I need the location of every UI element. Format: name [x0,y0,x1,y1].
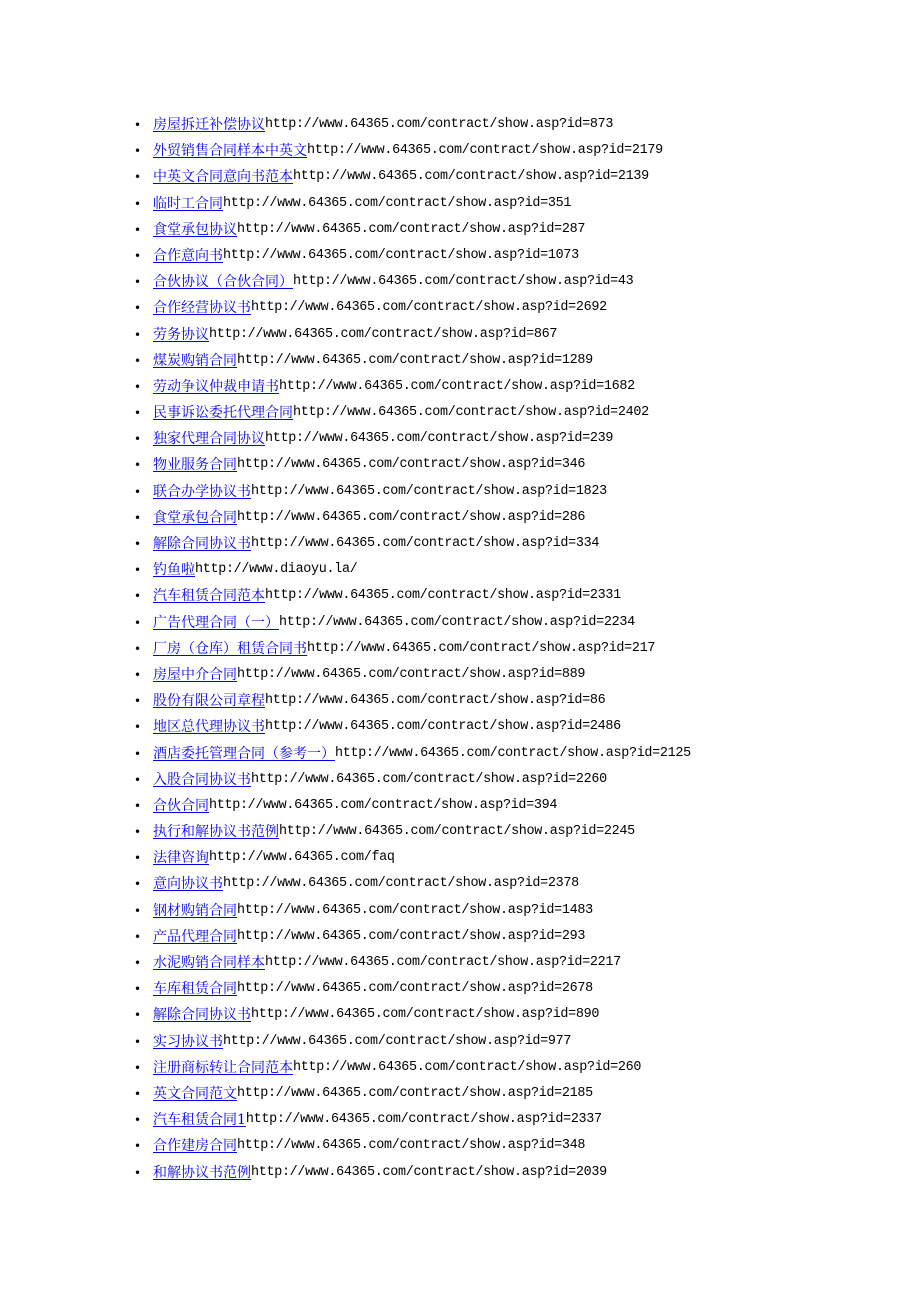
contract-url-text: http://www.64365.com/contract/show.asp?id=43 [293,274,634,290]
contract-url-text: http://www.64365.com/contract/show.asp?id=348 [237,1138,586,1154]
contract-title-link[interactable]: 汽车租赁合同范本 [153,588,265,605]
contract-url-text: http://www.64365.com/contract/show.asp?id=873 [265,117,614,132]
contract-title-link[interactable]: 合作意向书 [153,247,223,264]
bullet-icon: • [134,1060,142,1075]
list-item [134,793,894,819]
list-item [134,583,894,609]
contract-url-text: http://www.64365.com/contract/show.asp?id=86 [265,693,606,709]
bullet-icon: • [134,615,142,630]
contract-url-text: http://www.64365.com/contract/show.asp?id=260 [293,1059,642,1075]
contract-title-link[interactable]: 食堂承包合同 [153,509,237,526]
contract-url-text: http://www.64365.com/contract/show.asp?id=867 [209,326,558,342]
list-item [134,164,894,190]
list-item [134,322,894,348]
contract-url-text: http://www.64365.com/contract/show.asp?id=239 [265,431,614,447]
contract-title-link[interactable]: 煤炭购销合同 [153,352,237,369]
contract-url-text: http://www.64365.com/contract/show.asp?id=2245 [279,824,635,840]
list-item [134,767,894,793]
bullet-icon: • [134,929,142,944]
bullet-icon: • [134,903,142,918]
contract-url-text: http://www.64365.com/contract/show.asp?id=1073 [223,247,579,263]
list-item [134,243,894,269]
contract-title-link[interactable]: 物业服务合同 [153,457,237,474]
contract-url-text: http://www.64365.com/contract/show.asp?id=293 [237,928,586,944]
contract-title-link[interactable]: 民事诉讼委托代理合同 [153,405,293,422]
list-item [134,819,894,845]
list-item [134,191,894,217]
contract-url-text: http://www.64365.com/contract/show.asp?id=889 [237,666,586,682]
list-item [134,688,894,714]
bullet-icon: • [134,327,142,342]
contract-title-link[interactable]: 合作建房合同 [153,1138,237,1155]
contract-url-text: http://www.64365.com/contract/show.asp?id=2692 [251,300,607,316]
contract-url-text: http://www.64365.com/contract/show.asp?id=1682 [279,378,635,394]
contract-title-link[interactable]: 劳动争议仲裁申请书 [153,378,279,395]
list-item [134,845,894,871]
bullet-icon: • [134,196,142,211]
contract-url-text: http://www.64365.com/contract/show.asp?id=2185 [237,1085,593,1101]
contract-title-link[interactable]: 和解协议书范例 [153,1164,251,1181]
contract-url-text: http://www.64365.com/faq [209,850,395,866]
contract-title-link[interactable]: 房屋拆迁补偿协议 [153,117,265,133]
bullet-icon: • [134,484,142,499]
bullet-icon: • [134,432,142,447]
bullet-icon: • [134,1008,142,1023]
list-item [134,1029,894,1055]
list-item [134,714,894,740]
contract-url-text: http://www.64365.com/contract/show.asp?id=334 [251,536,600,551]
contract-title-link[interactable]: 厂房（仓库）租赁合同书 [153,640,307,657]
bullet-icon: • [134,877,142,892]
list-item [134,1081,894,1107]
bullet-icon: • [134,982,142,997]
list-item [134,217,894,243]
contract-title-link[interactable]: 解除合同协议书 [153,536,251,552]
list-item [134,295,894,321]
contract-title-link[interactable]: 独家代理合同协议 [153,431,265,448]
bullet-icon: • [134,1165,142,1180]
list-item [134,348,894,374]
contract-title-link[interactable]: 车库租赁合同 [153,981,237,998]
bullet-icon: • [134,720,142,735]
contract-title-link[interactable]: 解除合同协议书 [153,1007,251,1024]
bullet-icon: • [134,1034,142,1049]
contract-title-link[interactable]: 股份有限公司章程 [153,693,265,710]
contract-title-link[interactable]: 合伙协议（合伙合同） [153,274,293,291]
contract-title-link[interactable]: 合伙合同 [153,797,209,814]
contract-title-link[interactable]: 意向协议书 [153,876,223,893]
list-item [134,662,894,688]
list-item [134,1107,894,1133]
contract-url-text: http://www.64365.com/contract/show.asp?id=1289 [237,352,593,368]
contract-title-link[interactable]: 广告代理合同（一） [153,614,279,631]
bullet-icon: • [134,275,142,290]
contract-url-text: http://www.64365.com/contract/show.asp?id=2402 [293,405,649,421]
bullet-icon: • [134,825,142,840]
contract-url-text: http://www.64365.com/contract/show.asp?id=217 [307,640,656,656]
bullet-icon: • [134,458,142,473]
contract-title-link[interactable]: 钓鱼啦 [153,562,195,579]
bullet-icon: • [134,379,142,394]
bullet-icon: • [134,563,142,578]
list-item [134,374,894,400]
bullet-icon: • [134,694,142,709]
contract-url-text: http://www.64365.com/contract/show.asp?id=1823 [251,483,607,499]
contract-link-list [134,112,894,1186]
list-item [134,452,894,478]
list-item [134,505,894,531]
contract-title-link[interactable]: 汽车租赁合同1 [153,1112,246,1129]
list-item [134,898,894,924]
bullet-icon: • [134,406,142,421]
list-item [134,112,894,138]
list-item [134,426,894,452]
contract-title-link[interactable]: 实习协议书 [153,1033,223,1050]
bullet-icon: • [134,956,142,970]
list-item [134,950,894,976]
contract-title-link[interactable]: 联合办学协议书 [153,483,251,500]
contract-title-link[interactable]: 钢材购销合同 [153,902,237,919]
contract-title-link[interactable]: 中英文合同意向书范本 [153,169,293,186]
bullet-icon: • [134,798,142,813]
contract-url-text: http://www.64365.com/contract/show.asp?id=2331 [265,588,621,604]
contract-url-text: http://www.64365.com/contract/show.asp?id=2378 [223,876,579,892]
contract-title-link[interactable]: 食堂承包协议 [153,221,237,238]
contract-url-text: http://www.64365.com/contract/show.asp?id=2486 [265,719,621,735]
bullet-icon: • [134,170,142,185]
list-item [134,636,894,662]
contract-url-text: http://www.64365.com/contract/show.asp?id=346 [237,457,586,473]
contract-url-text: http://www.64365.com/contract/show.asp?id=2234 [279,614,635,630]
list-item [134,269,894,295]
bullet-icon: • [134,1086,142,1101]
bullet-icon: • [134,1139,142,1154]
contract-url-text: http://www.64365.com/contract/show.asp?id=977 [223,1033,572,1049]
list-item [134,1002,894,1028]
bullet-icon: • [134,641,142,656]
list-item [134,400,894,426]
list-item [134,1055,894,1081]
contract-title-link[interactable]: 产品代理合同 [153,928,237,945]
list-item [134,924,894,950]
contract-title-link[interactable]: 入股合同协议书 [153,771,251,788]
contract-url-text: http://www.64365.com/contract/show.asp?id=394 [209,797,558,813]
bullet-icon: • [134,144,142,159]
bullet-icon: • [134,510,142,525]
bullet-icon: • [134,537,142,551]
contract-title-link[interactable]: 英文合同范文 [153,1085,237,1102]
list-item [134,610,894,636]
contract-title-link[interactable]: 执行和解协议书范例 [153,824,279,841]
contract-title-link[interactable]: 合作经营协议书 [153,300,251,317]
contract-title-link[interactable]: 房屋中介合同 [153,666,237,683]
contract-title-link[interactable]: 注册商标转让合同范本 [153,1059,293,1076]
bullet-icon: • [134,118,142,132]
contract-title-link[interactable]: 外贸销售合同样本中英文 [153,143,307,160]
contract-title-link[interactable]: 水泥购销合同样本 [153,955,265,971]
list-item [134,138,894,164]
bullet-icon: • [134,353,142,368]
contract-url-text: http://www.64365.com/contract/show.asp?id=890 [251,1007,600,1023]
contract-url-text: http://www.64365.com/contract/show.asp?id=351 [223,195,572,211]
bullet-icon: • [134,301,142,316]
contract-url-text: http://www.64365.com/contract/show.asp?id=1483 [237,902,593,918]
contract-url-text: http://www.64365.com/contract/show.asp?id=2179 [307,143,663,159]
bullet-icon: • [134,589,142,604]
contract-url-text: http://www.64365.com/contract/show.asp?id=286 [237,509,586,525]
contract-url-text: http://www.64365.com/contract/show.asp?id=2217 [265,955,621,970]
contract-url-text: http://www.64365.com/contract/show.asp?id=2678 [237,981,593,997]
contract-url-text: http://www.64365.com/contract/show.asp?id=2139 [293,169,649,185]
bullet-icon: • [134,851,142,866]
contract-url-text: http://www.diaoyu.la/ [195,562,358,578]
contract-title-link[interactable]: 劳务协议 [153,326,209,343]
contract-url-text: http://www.64365.com/contract/show.asp?id=2337 [245,1112,602,1128]
contract-title-link[interactable]: 酒店委托管理合同（参考一） [153,745,335,762]
contract-title-link[interactable]: 法律咨询 [153,850,209,867]
contract-title-link[interactable]: 地区总代理协议书 [153,719,265,736]
contract-title-link[interactable]: 临时工合同 [153,195,223,212]
contract-url-text: http://www.64365.com/contract/show.asp?id=2039 [251,1164,607,1180]
contract-url-text: http://www.64365.com/contract/show.asp?id=287 [237,221,586,237]
contract-url-text: http://www.64365.com/contract/show.asp?id=2260 [251,771,607,787]
bullet-icon: • [134,248,142,263]
bullet-icon: • [134,772,142,787]
list-item [134,1133,894,1159]
list-item [134,1160,894,1186]
list-item [134,479,894,505]
bullet-icon: • [134,746,142,761]
list-item [134,976,894,1002]
list-item [134,557,894,583]
contract-url-text: http://www.64365.com/contract/show.asp?id=2125 [335,745,691,761]
list-item [134,871,894,897]
bullet-icon: • [134,1113,142,1128]
list-item [134,741,894,767]
list-item [134,531,894,557]
bullet-icon: • [134,667,142,682]
bullet-icon: • [134,222,142,237]
